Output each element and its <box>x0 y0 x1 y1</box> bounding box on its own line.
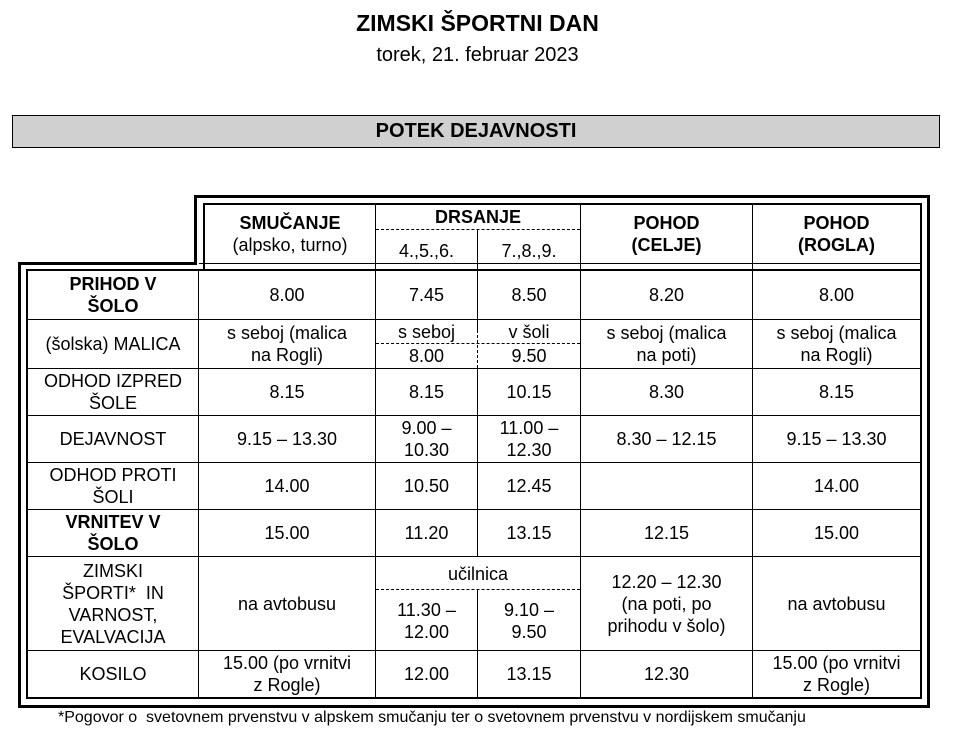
dashed-line <box>376 589 580 590</box>
cell-kosilo-drsanje-a: 12.00 <box>403 664 450 684</box>
label-line: VARNOST, <box>68 604 158 625</box>
cell-line: 15.00 (po vrnitvi <box>222 653 352 673</box>
cell-line: s seboj (malica <box>606 323 727 343</box>
header-smucanje-sub: (alpsko, turno) <box>232 235 348 255</box>
cell-vrnitev-drsanje-a: 11.20 <box>404 523 449 543</box>
header-smucanje <box>205 205 375 263</box>
label-line: ŠOLO <box>87 534 139 554</box>
cell-kosilo-rogla <box>753 651 920 697</box>
cell-line: 12.00 <box>403 622 450 642</box>
cell-line: 12.30 <box>506 440 552 460</box>
cell-line: 11.30 – <box>397 600 456 620</box>
cell-vrnitev-rogla: 15.00 <box>813 523 860 543</box>
cell-zimski-rogla: na avtobusu <box>787 593 886 614</box>
cell-line: 9.10 – <box>503 600 555 620</box>
cell-zimski-drsanje-top: učilnica <box>447 564 509 584</box>
cell-odhod-proti-rogla: 14.00 <box>813 476 860 496</box>
row-label-kosilo: KOSILO <box>79 664 147 684</box>
cell-vrnitev-smucanje: 15.00 <box>264 523 310 543</box>
cell-line: z Rogle) <box>253 675 321 695</box>
cell-line: 11.00 – <box>499 418 559 438</box>
label-line: EVALVACIJA <box>60 626 166 647</box>
header-drsanje: DRSANJE <box>434 207 522 227</box>
cell-line: 9.50 <box>511 622 547 642</box>
cell-prihod-smucanje: 8.00 <box>269 285 305 305</box>
cell-odhod-izpred-drsanje-a: 8.15 <box>408 382 445 402</box>
row-label-prihod <box>28 271 198 319</box>
cell-kosilo-smucanje <box>199 651 375 697</box>
cell-malica-rogla <box>753 320 920 368</box>
frame-step <box>18 262 197 265</box>
label-line: PRIHOD V <box>69 274 157 294</box>
cell-line: z Rogle) <box>802 675 871 695</box>
cell-odhod-izpred-smucanje: 8.15 <box>269 382 305 402</box>
cell-odhod-proti-drsanje-a: 10.50 <box>403 476 450 496</box>
header-pohod-rogla <box>753 205 920 263</box>
cell-line: prihodu v šolo) <box>607 615 726 636</box>
cell-line: (na poti, po <box>621 593 712 614</box>
header-pohod-celje <box>581 205 752 263</box>
cell-odhod-proti-drsanje-b: 12.45 <box>506 476 552 496</box>
cell-line: 9.00 – <box>401 418 452 438</box>
cell-zimski-smucanje: na avtobusu <box>237 593 337 614</box>
label-line: ŠPORTI* IN <box>62 582 164 603</box>
row-label-malica: (šolska) MALICA <box>45 334 181 354</box>
header-drsanje-a: 4.,5.,6. <box>398 241 455 261</box>
cell-malica-celje <box>581 320 752 368</box>
cell-odhod-izpred-rogla: 8.15 <box>818 382 855 402</box>
cell-malica-drsanje-b-top: v šoli <box>508 321 550 342</box>
cell-kosilo-drsanje-b: 13.15 <box>506 664 552 684</box>
label-line: VRNITEV V <box>65 512 161 532</box>
cell-line: 15.00 (po vrnitvi <box>772 653 901 673</box>
cell-line: na poti) <box>636 345 697 365</box>
row-label-dejavnost: DEJAVNOST <box>59 429 167 449</box>
row-label-vrnitev <box>28 510 198 556</box>
cell-vrnitev-celje: 12.15 <box>643 523 690 543</box>
cell-prihod-drsanje-b: 8.50 <box>511 285 547 305</box>
cell-line: 10.30 <box>403 440 450 460</box>
grid-h <box>26 697 922 699</box>
cell-odhod-proti-smucanje: 14.00 <box>264 476 310 496</box>
cell-odhod-proti-celje <box>581 463 752 509</box>
header-pohod-rogla-l1: POHOD <box>803 213 870 233</box>
cell-malica-drsanje-a-top: s seboj <box>397 321 456 342</box>
row-label-zimski <box>28 557 198 650</box>
label-line: ODHOD IZPRED <box>43 371 182 391</box>
label-line: ŠOLI <box>92 487 134 507</box>
cell-zimski-drsanje-a <box>376 592 477 650</box>
dashed-line <box>376 229 580 230</box>
label-line: ODHOD PROTI <box>49 465 177 485</box>
cell-malica-drsanje-a-bottom: 8.00 <box>408 346 445 366</box>
cell-malica-smucanje <box>199 320 375 368</box>
label-line: ŠOLO <box>87 296 139 316</box>
cell-odhod-izpred-drsanje-b: 10.15 <box>506 382 552 402</box>
cell-line: na Rogli) <box>800 345 873 365</box>
cell-zimski-drsanje-b <box>478 592 580 650</box>
cell-kosilo-celje: 12.30 <box>643 664 690 684</box>
cell-line: na Rogli) <box>250 345 324 365</box>
cell-vrnitev-drsanje-b: 13.15 <box>506 523 552 543</box>
page-subtitle: torek, 21. februar 2023 <box>376 44 579 66</box>
header-smucanje-title: SMUČANJE <box>239 213 341 233</box>
row-label-odhod-proti <box>28 463 198 509</box>
cell-dejavnost-drsanje-b <box>478 416 580 462</box>
cell-zimski-celje <box>581 557 752 650</box>
section-banner: POTEK DEJAVNOSTI <box>12 115 940 148</box>
cell-dejavnost-smucanje: 9.15 – 13.30 <box>236 429 338 449</box>
label-line: ŠOLE <box>88 393 138 413</box>
cell-line: 12.20 – 12.30 <box>611 571 722 592</box>
cell-odhod-izpred-celje: 8.30 <box>648 382 685 402</box>
header-pohod-celje-l1: POHOD <box>633 213 700 233</box>
cell-prihod-rogla: 8.00 <box>818 285 855 305</box>
label-line: ZIMSKI <box>82 560 143 581</box>
grid-h <box>199 263 922 264</box>
row-label-odhod-izpred <box>28 369 198 415</box>
grid-v <box>920 203 922 699</box>
cell-prihod-celje: 8.20 <box>648 285 685 305</box>
header-pohod-celje-l2: (CELJE) <box>631 235 702 255</box>
cell-dejavnost-drsanje-a <box>376 416 477 462</box>
cell-prihod-drsanje-a: 7.45 <box>408 285 445 305</box>
footnote: *Pogovor o svetovnem prvenstvu v alpskem smučanju ter o svetovnem prvenstvu v nordijskem smučanju <box>58 709 806 726</box>
cell-malica-drsanje-b-bottom: 9.50 <box>511 346 547 366</box>
cell-dejavnost-rogla: 9.15 – 13.30 <box>786 429 887 449</box>
header-pohod-rogla-l2: (ROGLA) <box>798 235 875 255</box>
header-drsanje-b: 7.,8.,9. <box>501 241 557 261</box>
cell-line: s seboj (malica <box>226 323 348 343</box>
page-title: ZIMSKI ŠPORTNI DAN <box>356 10 599 36</box>
cell-line: s seboj (malica <box>776 323 897 343</box>
cell-dejavnost-celje: 8.30 – 12.15 <box>616 429 717 449</box>
